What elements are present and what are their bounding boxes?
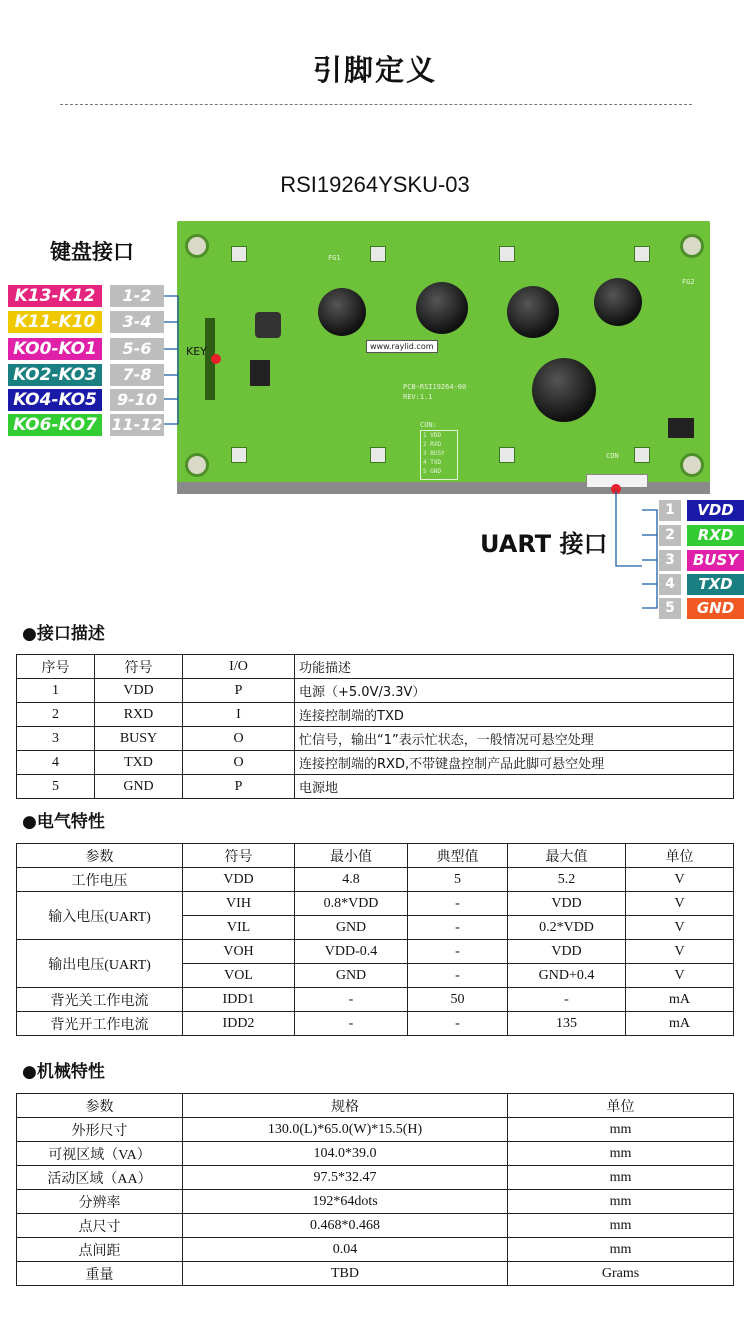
table-cell: -: [408, 940, 508, 964]
uart-pin-number: 4: [659, 574, 681, 595]
table-cell: -: [295, 988, 408, 1012]
table-cell: V: [626, 916, 734, 940]
table-cell: 130.0(L)*65.0(W)*15.5(H): [183, 1118, 508, 1142]
table-cell: 连接控制端的TXD: [295, 703, 734, 727]
table-header-row: [17, 655, 734, 679]
uart-pin-number: 5: [659, 598, 681, 619]
table-cell: mA: [626, 1012, 734, 1036]
keyboard-pin-index: 5-6: [110, 338, 164, 360]
table-cell: 135: [508, 1012, 626, 1036]
table-cell: 0.8*VDD: [295, 892, 408, 916]
keyboard-pin-index: 1-2: [110, 285, 164, 307]
keyboard-pin-label: KO4-KO5: [8, 389, 102, 411]
table-cell: TXD: [95, 751, 183, 775]
table-header-cell: 典型值: [408, 844, 508, 868]
keyboard-pin-label: K11-K10: [8, 311, 102, 333]
table-cell: 分辨率: [17, 1190, 183, 1214]
keyboard-pin-label: KO2-KO3: [8, 364, 102, 386]
table-cell: -: [295, 1012, 408, 1036]
table-cell: 活动区域（AA）: [17, 1166, 183, 1190]
table-header-cell: 参数: [17, 1094, 183, 1118]
table-cell: 0.04: [183, 1238, 508, 1262]
table-cell: VDD: [508, 940, 626, 964]
keyboard-interface-title: 键盘接口: [50, 240, 134, 264]
table-cell: VOL: [183, 964, 295, 988]
uart-pin-label: BUSY: [687, 550, 744, 571]
table-cell: -: [508, 988, 626, 1012]
table-cell: 2: [17, 703, 95, 727]
table-row: [17, 1238, 734, 1262]
table-row: [17, 703, 734, 727]
table-header-row: [17, 844, 734, 868]
table-cell: VIH: [183, 892, 295, 916]
table-cell: IDD2: [183, 1012, 295, 1036]
table-cell: VDD: [508, 892, 626, 916]
table-cell: VDD-0.4: [295, 940, 408, 964]
table-row: [17, 1012, 734, 1036]
model-number: RSI19264YSKU-03: [280, 172, 470, 197]
table-row: [17, 868, 734, 892]
table-cell: 4.8: [295, 868, 408, 892]
silkscreen-text: FG1: [328, 254, 341, 262]
keyboard-pin-index: 11-12: [111, 415, 163, 434]
uart-pin-number: 2: [659, 525, 681, 546]
table-cell: I: [183, 703, 295, 727]
table-cell: GND: [295, 916, 408, 940]
con-row: 5 GND: [423, 468, 442, 475]
table-cell: Grams: [508, 1262, 734, 1286]
table-cell: P: [183, 775, 295, 799]
table-cell: 点间距: [17, 1238, 183, 1262]
table-row: [17, 1142, 734, 1166]
table-header-cell: 单位: [508, 1094, 734, 1118]
table-cell: V: [626, 964, 734, 988]
table-cell: 104.0*39.0: [183, 1142, 508, 1166]
uart-pin-label: GND: [687, 598, 744, 619]
table-cell: 0.468*0.468: [183, 1214, 508, 1238]
keyboard-pin-label: KO0-KO1: [8, 338, 102, 360]
table-row: [17, 1262, 734, 1286]
table-cell: 重量: [17, 1262, 183, 1286]
con-row: 4 TXD: [423, 459, 442, 466]
table-cell: -: [408, 916, 508, 940]
table-row: [17, 679, 734, 703]
table-row: [17, 1166, 734, 1190]
table-cell: 忙信号，输出“1”表示忙状态，一般情况可悬空处理: [295, 727, 734, 751]
table-cell: 可视区域（VA）: [17, 1142, 183, 1166]
table-cell: mm: [508, 1118, 734, 1142]
table-cell: mm: [508, 1214, 734, 1238]
table-cell: VDD: [95, 679, 183, 703]
con-row: 2 RXD: [423, 441, 442, 448]
table-cell: V: [626, 940, 734, 964]
table-header-cell: 符号: [183, 844, 295, 868]
mechanical-table: [16, 1093, 734, 1286]
table-cell: GND: [295, 964, 408, 988]
table-header-cell: 序号: [17, 655, 95, 679]
electrical-section-title: ●电气特性: [22, 812, 105, 832]
table-cell: VOH: [183, 940, 295, 964]
table-cell: 5.2: [508, 868, 626, 892]
table-cell: V: [626, 892, 734, 916]
table-row: [17, 892, 734, 916]
table-cell: 5: [408, 868, 508, 892]
keyboard-pin-label: K13-K12: [8, 285, 102, 307]
table-cell: 电源（+5.0V/3.3V）: [295, 679, 734, 703]
table-cell: 4: [17, 751, 95, 775]
table-cell: 电源地: [295, 775, 734, 799]
table-header-cell: 功能描述: [295, 655, 734, 679]
table-header-row: [17, 1094, 734, 1118]
table-cell: P: [183, 679, 295, 703]
keyboard-pin-label: KO6-KO7: [8, 414, 102, 436]
table-row: [17, 751, 734, 775]
table-cell: O: [183, 727, 295, 751]
table-header-cell: 规格: [183, 1094, 508, 1118]
keyboard-pin-index: 7-8: [110, 364, 164, 386]
table-cell: -: [408, 1012, 508, 1036]
uart-pin-label: VDD: [687, 500, 744, 521]
silkscreen-text: PCB-RSI19264-00: [403, 383, 467, 391]
table-header-cell: 单位: [626, 844, 734, 868]
table-cell: 97.5*32.47: [183, 1166, 508, 1190]
table-row: [17, 727, 734, 751]
silkscreen-label: www.raylid.com: [366, 340, 438, 353]
uart-pin-number: 3: [659, 550, 681, 571]
table-cell: 192*64dots: [183, 1190, 508, 1214]
table-header-cell: 参数: [17, 844, 183, 868]
table-cell: 3: [17, 727, 95, 751]
table-row: [17, 775, 734, 799]
con-row: 1 VDD: [423, 432, 442, 439]
table-cell: O: [183, 751, 295, 775]
electrical-table: [16, 843, 734, 1036]
table-cell: V: [626, 868, 734, 892]
table-cell: GND: [95, 775, 183, 799]
table-header-cell: I/O: [183, 655, 295, 679]
table-cell: mA: [626, 988, 734, 1012]
table-cell: IDD1: [183, 988, 295, 1012]
table-header-cell: 最小值: [295, 844, 408, 868]
table-cell: 工作电压: [17, 868, 183, 892]
table-cell: 输入电压(UART): [17, 892, 183, 940]
table-cell: 连接控制端的RXD,不带键盘控制产品此脚可悬空处理: [295, 751, 734, 775]
table-header-cell: 最大值: [508, 844, 626, 868]
table-cell: 点尺寸: [17, 1214, 183, 1238]
table-cell: 0.2*VDD: [508, 916, 626, 940]
table-cell: mm: [508, 1190, 734, 1214]
table-cell: 外形尺寸: [17, 1118, 183, 1142]
uart-pin-label: RXD: [687, 525, 744, 546]
table-cell: TBD: [183, 1262, 508, 1286]
table-cell: RXD: [95, 703, 183, 727]
table-row: [17, 988, 734, 1012]
table-cell: -: [408, 892, 508, 916]
silkscreen-text: REV:1.1: [403, 393, 433, 401]
table-header-cell: 符号: [95, 655, 183, 679]
table-cell: VIL: [183, 916, 295, 940]
table-cell: mm: [508, 1142, 734, 1166]
uart-pin-label: TXD: [687, 574, 744, 595]
table-cell: GND+0.4: [508, 964, 626, 988]
keyboard-pin-index: 9-10: [110, 389, 164, 411]
table-cell: 50: [408, 988, 508, 1012]
table-cell: mm: [508, 1238, 734, 1262]
silkscreen-text: CON:: [420, 421, 437, 429]
table-cell: BUSY: [95, 727, 183, 751]
table-row: [17, 1190, 734, 1214]
silkscreen-text: CON: [606, 452, 619, 460]
table-cell: 背光关工作电流: [17, 988, 183, 1012]
table-row: [17, 1214, 734, 1238]
silkscreen-text: FG2: [682, 278, 695, 286]
table-cell: VDD: [183, 868, 295, 892]
table-cell: -: [408, 964, 508, 988]
uart-pin-number: 1: [659, 500, 681, 521]
uart-interface-title: UART 接口: [480, 530, 608, 558]
con-row: 3 BUSY: [423, 450, 445, 457]
interface-section-title: ●接口描述: [22, 624, 105, 644]
table-row: [17, 940, 734, 964]
key-label: KEY: [186, 345, 207, 358]
interface-table: [16, 654, 734, 799]
table-cell: 1: [17, 679, 95, 703]
table-row: [17, 1118, 734, 1142]
page-title: 引脚定义: [312, 53, 437, 87]
table-cell: mm: [508, 1166, 734, 1190]
table-cell: 背光开工作电流: [17, 1012, 183, 1036]
table-cell: 5: [17, 775, 95, 799]
table-cell: 输出电压(UART): [17, 940, 183, 988]
keyboard-pin-index: 3-4: [110, 311, 164, 333]
mechanical-section-title: ●机械特性: [22, 1062, 105, 1082]
